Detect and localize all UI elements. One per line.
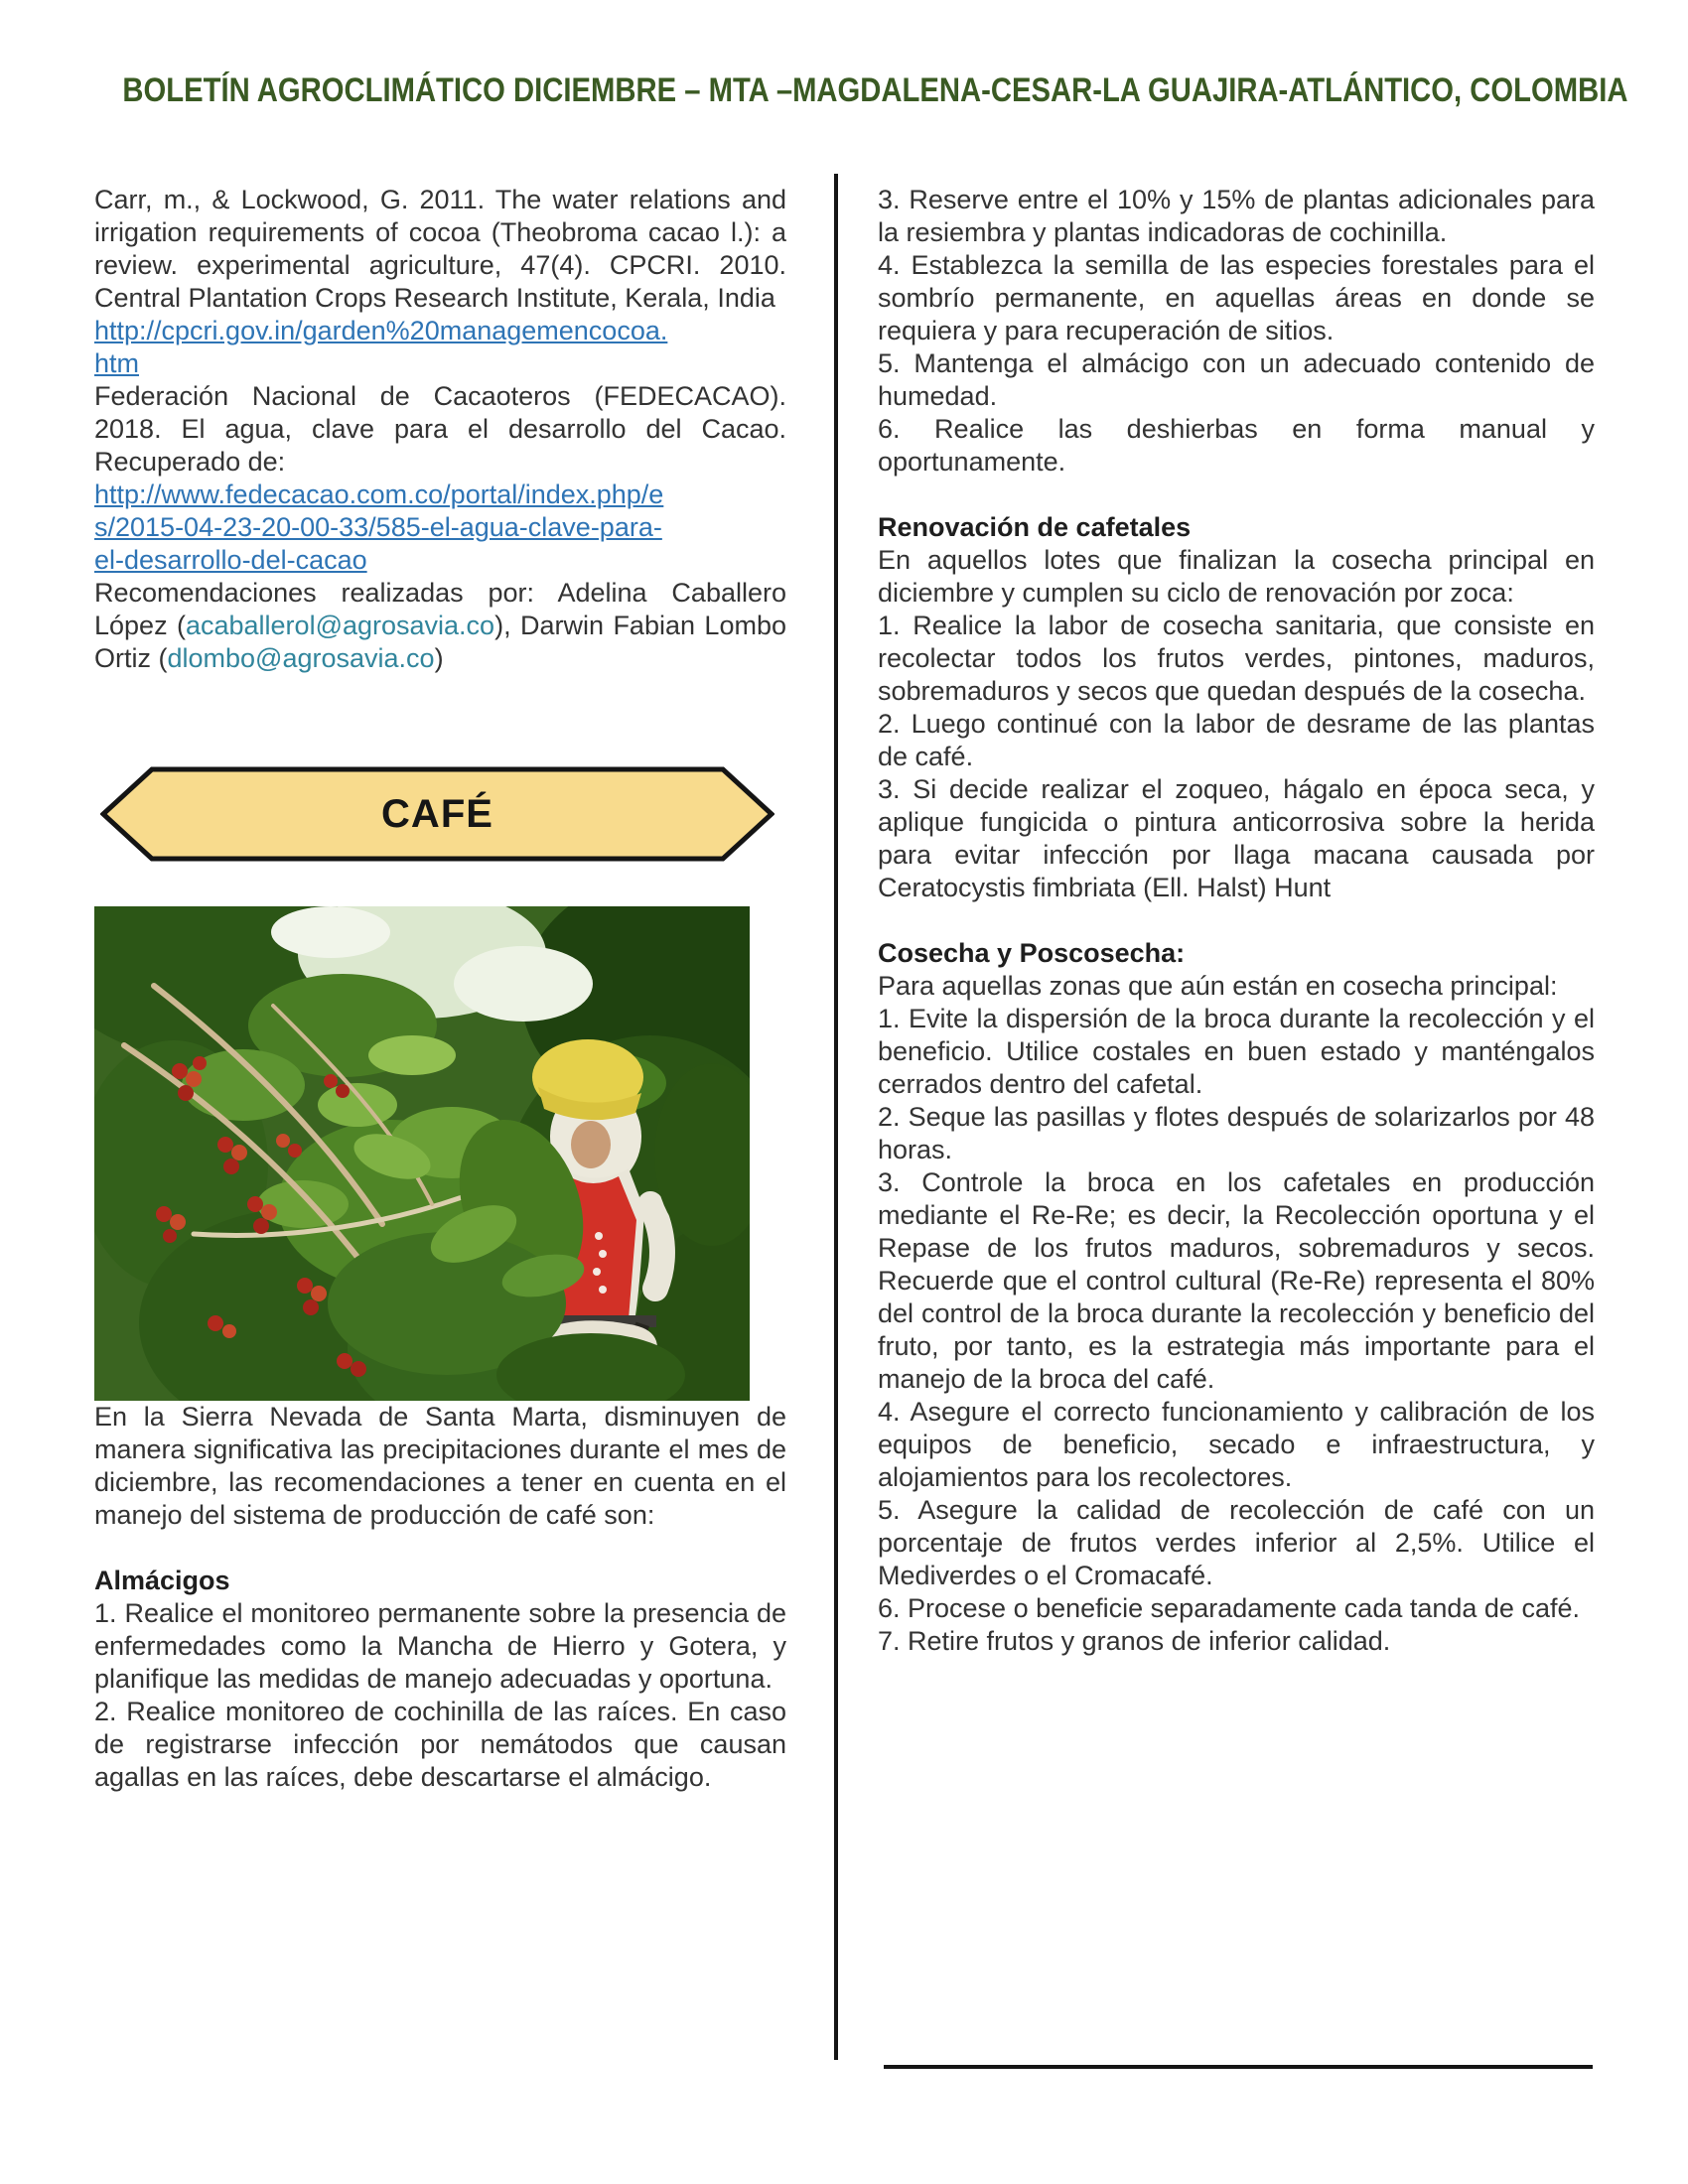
- list-item: 2. Luego continué con la labor de desrame de las plantas de café.: [878, 709, 1595, 771]
- heading-almacigos: Almácigos: [94, 1566, 230, 1595]
- list-item: 2. Realice monitoreo de cochinilla de las raíces. En caso de registrarse infección por nemátodos que causan agallas en las raíces, debe descartarse el almácigo.: [94, 1697, 786, 1792]
- list-item: 4. Establezca la semilla de las especies forestales para el sombrío permanente, en aquellas áreas en donde se requiera y para recuperación de sitios.: [878, 250, 1595, 345]
- list-item: 6. Procese o beneficie separadamente cada tanda de café.: [878, 1593, 1580, 1623]
- reference-paragraph: Carr, m., & Lockwood, G. 2011. The water relations and irrigation requirements of cocoa (Theobroma cacao l.): a review. experimental agriculture, 47(4). CPCRI. 2010. Central Plantation Crops Research Institute, Kerala, India: [94, 185, 786, 313]
- list-item: 1. Realice la labor de cosecha sanitaria, que consiste en recolectar todos los frutos verdes, pintones, maduros, sobremaduros y secos que quedan después de la cosecha.: [878, 611, 1595, 706]
- credits-paragraph: [94, 577, 786, 675]
- list-item: 2. Seque las pasillas y flotes después de solarizarlos por 48 horas.: [878, 1102, 1595, 1164]
- list-item: 7. Retire frutos y granos de inferior calidad.: [878, 1626, 1391, 1656]
- coffee-intro-paragraph: En la Sierra Nevada de Santa Marta, disminuyen de manera significativa las precipitaciones durante el mes de diciembre, las recomendaciones a tener en cuenta en el manejo del sistema de producción de café son:: [94, 1402, 786, 1530]
- reference-paragraph: Federación Nacional de Cacaoteros (FEDECACAO). 2018. El agua, clave para el desarrollo del Cacao. Recuperado de:: [94, 381, 786, 477]
- email-link-dlombo[interactable]: dlombo@agrosavia.co: [167, 643, 435, 673]
- credits-text: ): [434, 643, 444, 673]
- page-title: BOLETÍN AGROCLIMÁTICO DICIEMBRE – MTA –MAGDALENA-CESAR-LA GUAJIRA-ATLÁNTICO, COLOMBIA: [122, 71, 1628, 109]
- list-item: 6. Realice las deshierbas en forma manual y oportunamente.: [878, 414, 1595, 477]
- right-column: [878, 184, 1595, 1658]
- list-item: 1. Realice el monitoreo permanente sobre la presencia de enfermedades como la Mancha de Hierro y Gotera, y planifique las medidas de manejo adecuadas y oportuna.: [94, 1598, 786, 1694]
- list-item: 3. Si decide realizar el zoqueo, hágalo en época seca, y aplique fungicida o pintura anticorrosiva sobre la herida para evitar infección por llaga macana causada por Ceratocystis fimbriata (Ell. Halst) Hunt: [878, 774, 1595, 902]
- heading-cosecha: Cosecha y Poscosecha:: [878, 938, 1186, 968]
- footer-rule: [884, 2065, 1593, 2069]
- left-column: [94, 184, 786, 1794]
- list-item: 1. Evite la dispersión de la broca durante la recolección y el beneficio. Utilice costales en buen estado y manténgalos cerrados dentro del cafetal.: [878, 1004, 1595, 1099]
- coffee-harvest-photo: [94, 906, 750, 1401]
- page-header: [0, 71, 1688, 110]
- credits-text: Recomendaciones realizadas por: Adelina Caballero López (: [94, 578, 786, 640]
- column-divider: [834, 174, 838, 2060]
- banner-label: CAFÉ: [381, 791, 493, 836]
- section-intro: En aquellos lotes que finalizan la cosecha principal en diciembre y cumplen su ciclo de renovación por zoca:: [878, 545, 1595, 608]
- credits-text: ), Darwin Fabian Lombo Ortiz (: [94, 611, 786, 673]
- list-item: 3. Reserve entre el 10% y 15% de plantas adicionales para la resiembra y plantas indicadoras de cochinilla.: [878, 185, 1595, 247]
- cpcri-link[interactable]: http://cpcri.gov.in/garden%20managemencocoa.htm: [94, 316, 668, 378]
- list-item: 5. Asegure la calidad de recolección de café con un porcentaje de frutos verdes inferior al 2,5%. Utilice el Mediverdes o el Cromacafé.: [878, 1495, 1595, 1590]
- fedecacao-link[interactable]: http://www.fedecacao.com.co/portal/index.php/es/2015-04-23-20-00-33/585-el-agua-clave-para-el-desarrollo-del-cacao: [94, 479, 664, 575]
- section-intro: Para aquellas zonas que aún están en cosecha principal:: [878, 971, 1558, 1001]
- list-item: 3. Controle la broca en los cafetales en producción mediante el Re-Re; es decir, la Recolección oportuna y el Repase de los frutos maduros, sobremaduros y secos. Recuerde que el control cultural (Re-Re) representa el 80% del control de la broca durante la recolección y beneficio del fruto, por tanto, es la estrategia más importante para el manejo de la broca del café.: [878, 1167, 1595, 1394]
- email-link-acaballerol[interactable]: acaballerol@agrosavia.co: [185, 611, 495, 640]
- list-item: 4. Asegure el correcto funcionamiento y calibración de los equipos de beneficio, secado e infraestructura, y alojamientos para los recolectores.: [878, 1397, 1595, 1492]
- cafe-section-banner: [100, 766, 774, 862]
- heading-renovacion: Renovación de cafetales: [878, 512, 1192, 542]
- list-item: 5. Mantenga el almácigo con un adecuado contenido de humedad.: [878, 348, 1595, 411]
